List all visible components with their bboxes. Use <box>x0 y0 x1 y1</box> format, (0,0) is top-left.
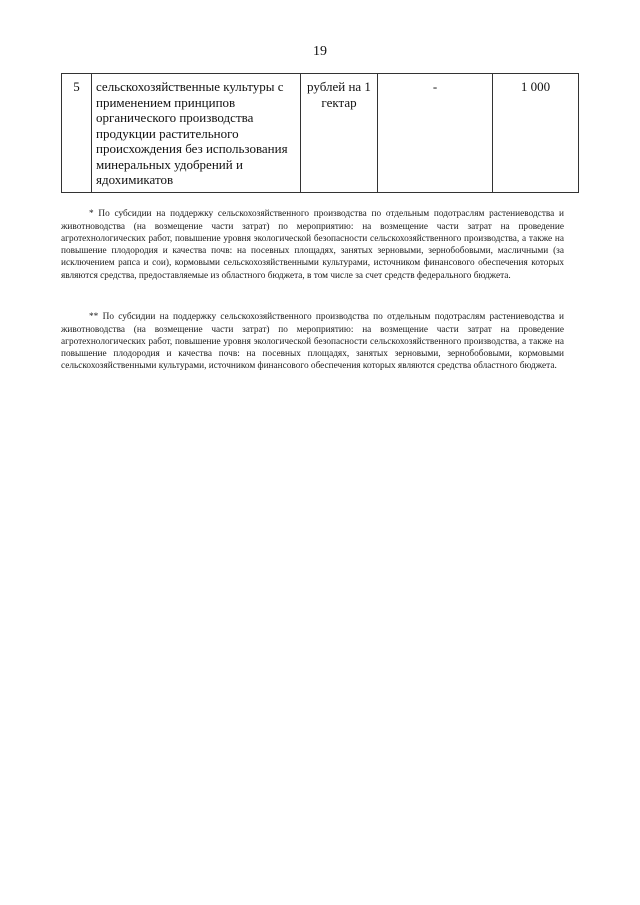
footnote-single-asterisk: * По субсидии на поддержку сельскохозяйственного производства по отдельным подотраслям растениеводства и животноводства (на возмещение части затрат) по мероприятию: на возмещение части затрат на проведение агротехнологических работ, повышение уровня экологической безопасности сельскохозяйственного производства, а также на повышение плодородия и качества почв: на посевных площадях, занятых зерновыми, зернобобовыми, масличными (за исключением рапса и сои), кормовыми сельскохозяйственными культурами, источником финансового обеспечения которых являются средства, предоставляемые из областного бюджета, в том числе за счет средств федерального бюджета. <box>61 209 564 281</box>
page-number: 19 <box>313 44 327 59</box>
rate-value-cell-2: 1 000 <box>493 74 579 193</box>
unit-cell: рублей на 1 гектар <box>301 74 378 193</box>
subsidy-table <box>61 73 579 193</box>
row-number-cell: 5 <box>62 74 92 193</box>
table-row <box>62 74 579 193</box>
footnote-double-asterisk: ** По субсидии на поддержку сельскохозяйственного производства по отдельным подотраслям растениеводства и животноводства (на возмещение части затрат) по мероприятию: на возмещение части затрат на проведение агротехнологических работ, повышение уровня экологической безопасности сельскохозяйственного производства, а также на повышение плодородия и качества почв: на посевных площадях, занятых зерновыми, зернобобовыми, кормовыми сельскохозяйственными культурами, источником финансового обеспечения которых являются средства областного бюджета. <box>61 312 564 372</box>
rate-value-cell-1: - <box>378 74 493 193</box>
crop-description-cell: сельскохозяйственные культуры с применением принципов органического производства продукции растительного происхождения без использования минеральных удобрений и ядохимикатов <box>92 74 301 193</box>
